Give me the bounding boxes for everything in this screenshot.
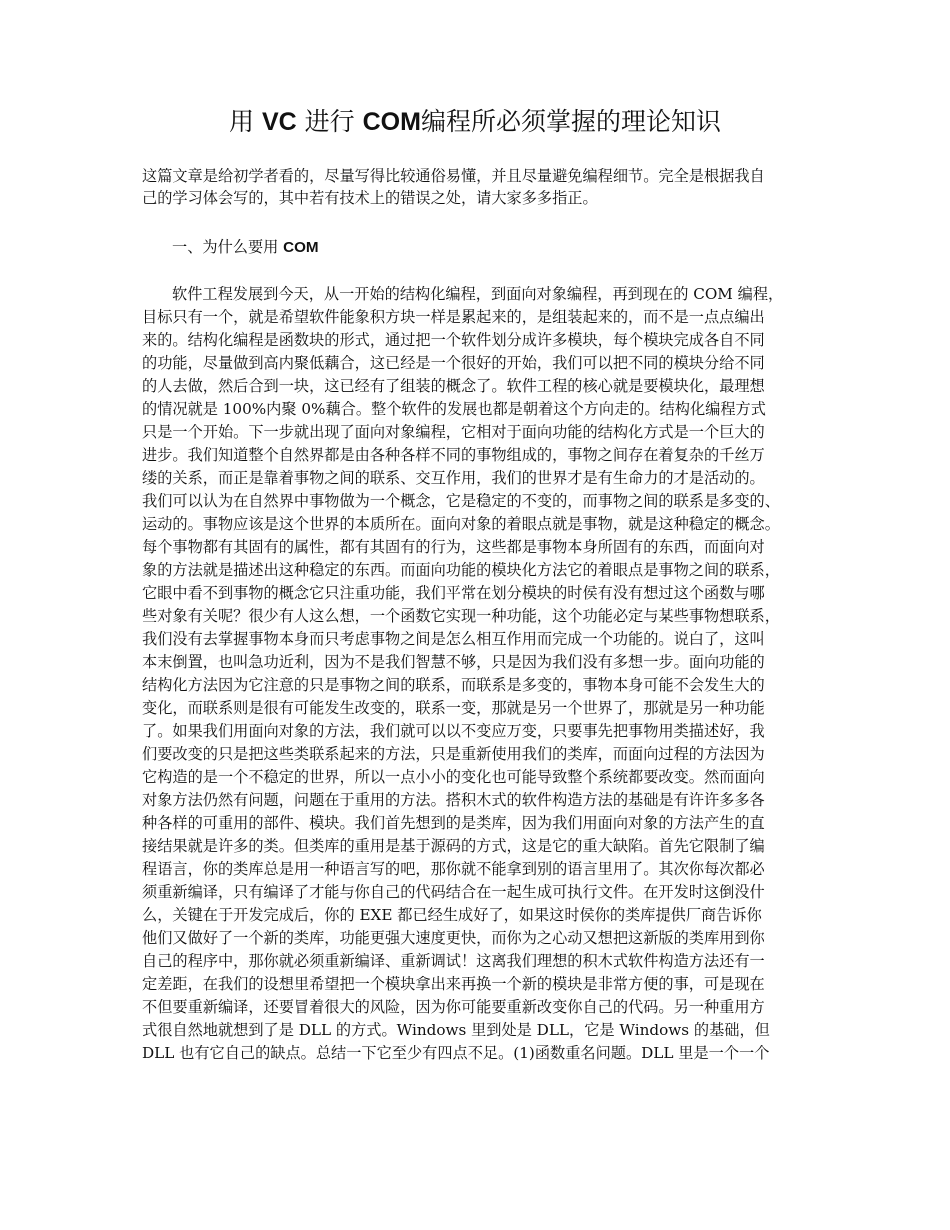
body-line: 程语言，你的类库总是用一种语言写的吧，那你就不能拿到别的语言里用了。其次你每次都必	[142, 860, 765, 878]
body-line: 象的方法就是描述出这种稳定的东西。而面向功能的模块化方法它的着眼点是事物之间的联系，	[142, 561, 780, 579]
document-title	[0, 104, 950, 140]
body-line: 我们可以认为在自然界中事物做为一个概念，它是稳定的不变的，而事物之间的联系是多变的、	[142, 492, 780, 510]
body-line: 定差距，在我们的设想里希望把一个模块拿出来再换一个新的模块是非常方便的事，可是现在	[142, 975, 765, 993]
body-line: 本末倒置，也叫急功近利，因为不是我们智慧不够，只是因为我们没有多想一步。面向功能的	[142, 653, 765, 671]
body-line: 么，关键在于开发完成后，你的 EXE 都已经生成好了，如果这时侯你的类库提供厂商告诉你	[142, 906, 762, 924]
body-line: DLL 也有它自己的缺点。总结一下它至少有四点不足。(1)函数重名问题。DLL 里是一个一个	[142, 1044, 770, 1062]
title-suffix: 编程所必须掌握的理论知识	[420, 107, 721, 136]
body-line: 缕的关系，而正是靠着事物之间的联系、交互作用，我们的世界才是有生命力的才是活动的。	[142, 469, 765, 487]
body-line: 的功能，尽量做到高内聚低藕合，这已经是一个很好的开始，我们可以把不同的模块分给不同	[142, 354, 765, 372]
body-line: 不但要重新编译，还要冒着很大的风险，因为你可能要重新改变你自己的代码。另一种重用方	[142, 998, 765, 1016]
body-line: 的人去做，然后合到一块，这已经有了组装的概念了。软件工程的核心就是要模块化，最理想	[142, 377, 765, 395]
intro-line: 己的学习体会写的，其中若有技术上的错误之处，请大家多多指正。	[142, 189, 598, 207]
body-line: 自己的程序中，那你就必须重新编译、重新调试！这离我们理想的积木式软件构造方法还有一	[142, 952, 765, 970]
body-line: 运动的。事物应该是这个世界的本质所在。面向对象的着眼点就是事物，就是这种稳定的概念。	[142, 515, 780, 533]
body-line: 们要改变的只是把这些类联系起来的方法，只是重新使用我们的类库，而面向过程的方法因为	[142, 745, 765, 763]
body-line: 每个事物都有其固有的属性，都有其固有的行为，这些都是事物本身所固有的东西，而面向对	[142, 538, 765, 556]
body-line: 进步。我们知道整个自然界都是由各种各样不同的事物组成的，事物之间存在着复杂的千丝万	[142, 446, 765, 464]
title-middle: 进行	[296, 107, 363, 136]
body-line: 变化，而联系则是很有可能发生改变的，联系一变，那就是另一个世界了，那就是另一种功能	[142, 699, 765, 717]
title-com: COM	[362, 108, 421, 136]
section-heading-prefix: 一、为什么要用	[172, 238, 284, 256]
body-line: 了。如果我们用面向对象的方法，我们就可以以不变应万变，只要事先把事物用类描述好，我	[142, 722, 765, 740]
body-line: 只是一个开始。下一步就出现了面向对象编程，它相对于面向功能的结构化方式是一个巨大的	[142, 423, 765, 441]
section-heading-latin: COM	[283, 239, 319, 256]
intro-line: 这篇文章是给初学者看的，尽量写得比较通俗易懂，并且尽量避免编程细节。完全是根据我自	[142, 167, 765, 185]
body-line: 软件工程发展到今天，从一开始的结构化编程，到面向对象编程，再到现在的 COM 编程，	[172, 285, 784, 303]
body-line: 对象方法仍然有问题，问题在于重用的方法。搭积木式的软件构造方法的基础是有许许多多各	[142, 791, 765, 809]
body-line: 些对象有关呢？很少有人这么想，一个函数它实现一种功能，这个功能必定与某些事物想联系，	[142, 607, 780, 625]
body-line: 须重新编译，只有编译了才能与你自己的代码结合在一起生成可执行文件。在开发时这倒没什	[142, 883, 765, 901]
body-line: 目标只有一个，就是希望软件能象积方块一样是累起来的，是组装起来的，而不是一点点编出	[142, 308, 765, 326]
body-line: 它构造的是一个不稳定的世界，所以一点小小的变化也可能导致整个系统都要改变。然而面向	[142, 768, 765, 786]
body-line: 来的。结构化编程是函数块的形式，通过把一个软件划分成许多模块，每个模块完成各自不同	[142, 331, 765, 349]
title-prefix: 用	[229, 107, 262, 136]
body-line: 的情况就是 100%内聚 0%藕合。整个软件的发展也都是朝着这个方向走的。结构化编程方式	[142, 400, 766, 418]
body-line: 种各样的可重用的部件、模块。我们首先想到的是类库，因为我们用面向对象的方法产生的直	[142, 814, 765, 832]
body-line: 它眼中看不到事物的概念它只注重功能，我们平常在划分模块的时侯有没有想过这个函数与哪	[142, 584, 765, 602]
body-line: 式很自然地就想到了是 DLL 的方式。Windows 里到处是 DLL，它是 Windows 的基础，但	[142, 1021, 770, 1039]
title-vc: VC	[261, 108, 297, 136]
body-line: 他们又做好了一个新的类库，功能更强大速度更快，而你为之心动又想把这新版的类库用到你	[142, 929, 765, 947]
body-line: 我们没有去掌握事物本身而只考虑事物之间是怎么相互作用而完成一个功能的。说白了，这叫	[142, 630, 765, 648]
section-heading	[172, 236, 319, 259]
body-line: 接结果就是许多的类。但类库的重用是基于源码的方式，这是它的重大缺陷。首先它限制了编	[142, 837, 765, 855]
body-line: 结构化方法因为它注意的只是事物之间的联系，而联系是多变的，事物本身可能不会发生大的	[142, 676, 765, 694]
